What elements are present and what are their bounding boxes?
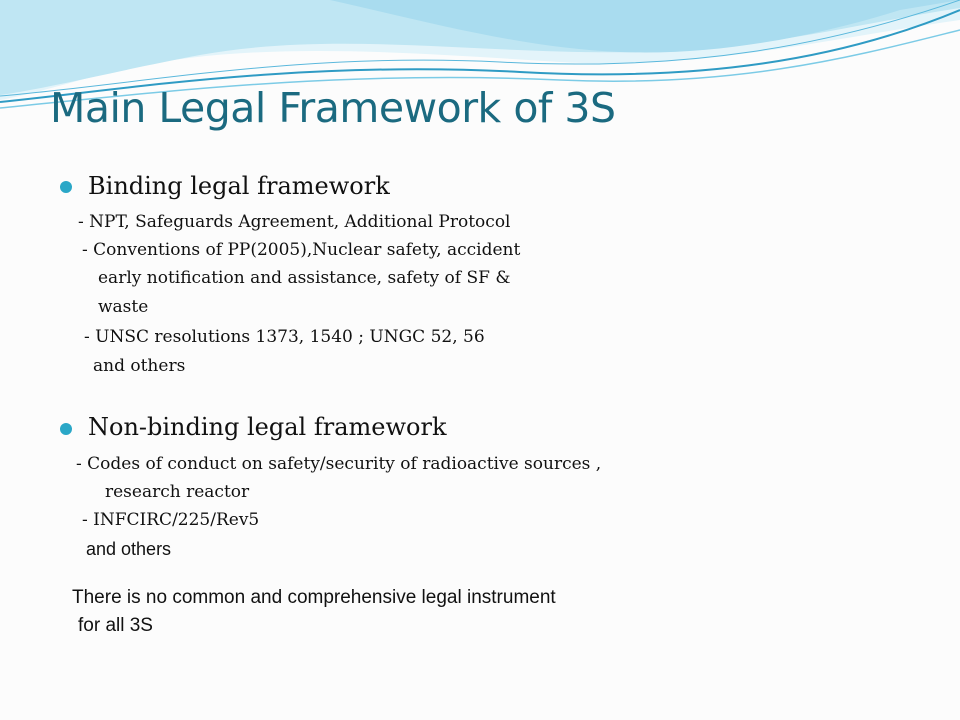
binding-line-3: early notification and assistance, safety of SF & [98,268,511,288]
summary-note-line-1: There is no common and comprehensive legal instrument [72,587,556,608]
bullet-icon [60,181,72,193]
non-binding-line-3: - INFCIRC/225/Rev5 [82,510,260,530]
summary-note-line-2: for all 3S [78,615,153,636]
binding-line-2: - Conventions of PP(2005),Nuclear safety, accident [82,240,521,260]
page-title: Main Legal Framework of 3S [50,84,616,132]
non-binding-line-1: - Codes of conduct on safety/security of radioactive sources , [76,454,602,474]
binding-line-1: - NPT, Safeguards Agreement, Additional Protocol [78,212,511,232]
binding-heading: Binding legal framework [88,172,390,200]
binding-line-4: waste [98,297,149,317]
non-binding-heading: Non-binding legal framework [88,413,447,441]
bullet-icon [60,423,72,435]
non-binding-line-2: research reactor [105,482,250,502]
binding-line-5: - UNSC resolutions 1373, 1540 ; UNGC 52, 56 [84,327,485,347]
binding-line-6: and others [93,356,186,376]
non-binding-line-4: and others [86,539,172,559]
